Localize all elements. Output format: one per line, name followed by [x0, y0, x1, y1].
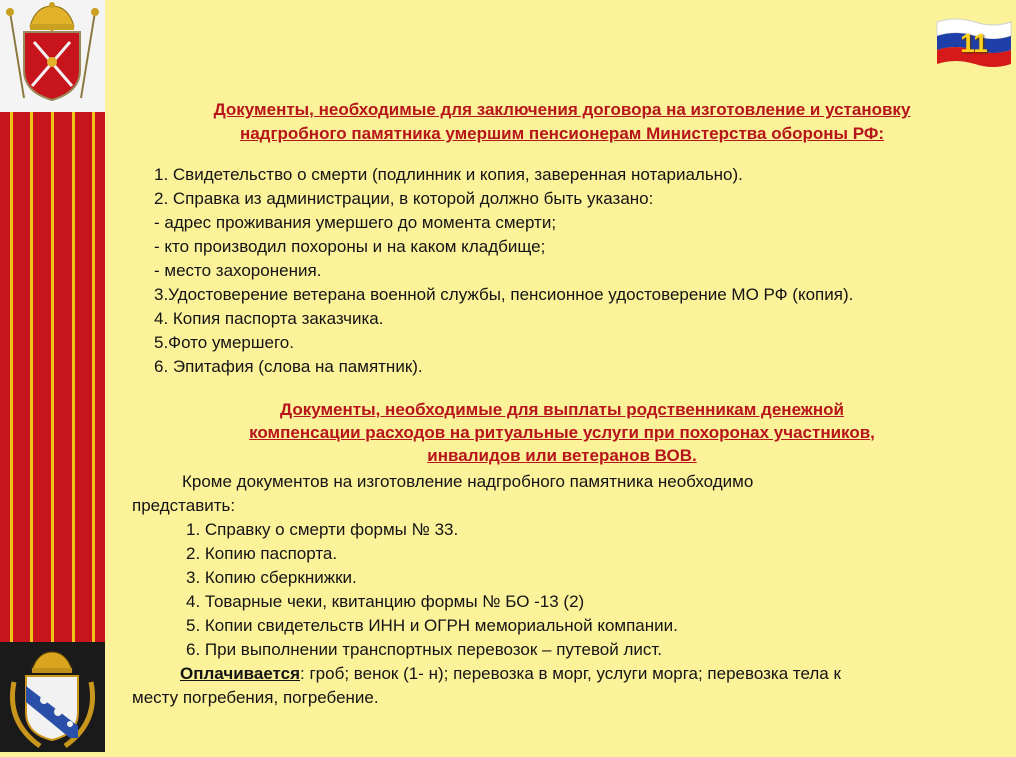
list-item: 3.Удостоверение ветерана военной службы, пенсионное удостоверение МО РФ (копия). [154, 285, 854, 304]
ribbon-stripe [10, 112, 13, 642]
list-item: - место захоронения. [154, 261, 322, 280]
section2-title-line2: компенсации расходов на ритуальные услуги при похоронах участников, [249, 423, 875, 442]
paid-text: : гроб; венок (1- н); перевозка в морг, услуги морга; перевозка тела к [300, 664, 841, 683]
section2-intro-line2: представить: [132, 496, 236, 515]
section1-title-line1: Документы, необходимые для заключения договора на изготовление и установку [213, 100, 911, 119]
list-item: 2. Справка из администрации, в которой должно быть указано: [154, 189, 654, 208]
ribbon-stripe [72, 112, 75, 642]
list-item: - кто производил похороны и на каком кладбище; [154, 237, 546, 256]
section2-intro-line1: Кроме документов на изготовление надгробного памятника необходимо [182, 472, 754, 491]
ribbon-stripe [92, 112, 95, 642]
sidebar-ribbon [0, 0, 105, 752]
list-item: - адрес проживания умершего до момента смерти; [154, 213, 557, 232]
list-item: 2. Копию паспорта. [186, 544, 338, 563]
section1-title-line2: надгробного памятника умершим пенсионерам Министерства обороны РФ: [239, 124, 885, 143]
top-coat-of-arms-icon [0, 0, 105, 112]
ribbon-stripe [30, 112, 33, 642]
list-item: 1. Справку о смерти формы № 33. [186, 520, 459, 539]
bottom-coat-of-arms-icon [0, 642, 105, 752]
paid-line-continued: месту погребения, погребение. [132, 688, 379, 707]
ribbon-stripe [51, 112, 54, 642]
list-item: 4. Копия паспорта заказчика. [154, 309, 384, 328]
section2-title-line1: Документы, необходимые для выплаты родственникам денежной [280, 400, 844, 419]
list-item: 6. При выполнении транспортных перевозок – путевой лист. [186, 640, 663, 659]
list-item: 4. Товарные чеки, квитанцию формы № БО -13 (2) [186, 592, 585, 611]
list-item: 5. Копии свидетельств ИНН и ОГРН мемориальной компании. [186, 616, 678, 635]
list-item: 3. Копию сберкнижки. [186, 568, 357, 587]
paid-line [180, 664, 841, 684]
slide-number: 11 [960, 28, 988, 58]
list-item: 5.Фото умершего. [154, 333, 294, 352]
section2-title-line3: инвалидов или ветеранов ВОВ. [427, 446, 697, 465]
list-item: 6. Эпитафия (слова на памятник). [154, 357, 423, 376]
paid-label: Оплачивается [180, 664, 301, 683]
list-item: 1. Свидетельство о смерти (подлинник и копия, заверенная нотариально). [154, 165, 743, 184]
